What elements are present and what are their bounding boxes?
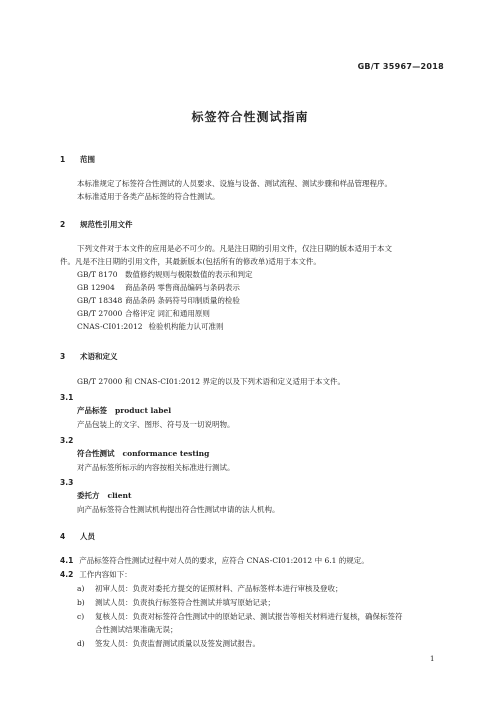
list-text: 初审人员：负责对委托方提交的证照材料、产品标签样本进行审核及登收； [95, 584, 343, 593]
section-number: 1 [60, 155, 66, 164]
clause-text: 工作内容如下： [79, 570, 132, 579]
clause-text: 产品标签符合性测试过程中对人员的要求，应符合 CNAS-CI01:2012 中 6.1 的规定。 [79, 556, 369, 565]
section-title: 范围 [80, 155, 95, 164]
list-marker: c) [77, 612, 85, 621]
term-chinese: 产品标签 [77, 406, 107, 415]
term-number: 3.3 [60, 478, 74, 487]
section-title: 术语和定义 [80, 352, 118, 361]
section-4-heading [60, 531, 95, 542]
paragraph: 件。凡是不注日期的引用文件，其最新版本(包括所有的修改单)适用于本文件。 [60, 257, 321, 266]
term-heading [77, 491, 131, 501]
paragraph: 本标准规定了标签符合性测试的人员要求、设施与设备、测试流程、测试步骤和样品管理程序。 [77, 179, 392, 188]
clause-4-1 [60, 556, 369, 566]
page-number: 1 [430, 655, 435, 663]
reference-code: GB 12904 [77, 283, 115, 292]
section-number: 4 [60, 532, 66, 541]
list-marker: d) [77, 639, 85, 648]
term-definition: 向产品标签符合性测试机构提出符合性测试申请的法人机构。 [77, 505, 280, 514]
list-item-continuation: 合性测试结果准确无误； [95, 625, 178, 634]
reference-item [77, 322, 224, 332]
reference-item [77, 270, 253, 280]
section-2-heading [60, 219, 133, 230]
term-definition: 对产品标签所标示的内容按相关标准进行测试。 [77, 463, 235, 472]
list-text: 签发人员：负责监督测试质量以及签发测试报告。 [95, 639, 260, 648]
reference-title: 商品条码 条码符号印制质量的检验 [125, 296, 240, 305]
document-title: 标签符合性测试指南 [191, 110, 309, 124]
reference-item [77, 283, 240, 293]
list-item [77, 584, 343, 594]
term-heading [77, 406, 171, 416]
list-marker: a) [77, 584, 85, 593]
section-3-heading [60, 351, 118, 362]
term-number: 3.2 [60, 436, 74, 445]
reference-code: GB/T 18348 [77, 296, 123, 305]
clause-number: 4.2 [60, 570, 74, 579]
section-1-heading [60, 154, 95, 165]
term-definition: 产品包装上的文字、图形、符号及一切说明物。 [77, 420, 235, 429]
reference-item [77, 296, 240, 306]
standard-number: GB/T 35967—2018 [357, 62, 444, 71]
list-item [77, 612, 403, 622]
term-heading [77, 449, 209, 459]
paragraph: GB/T 27000 和 CNAS-CI01:2012 界定的以及下列术语和定义适用于本文件。 [77, 377, 345, 386]
list-marker: b) [77, 598, 85, 607]
reference-code: GB/T 8170 [77, 270, 118, 279]
term-number: 3.1 [60, 393, 74, 402]
term-english: client [107, 491, 132, 500]
clause-number: 4.1 [60, 556, 74, 565]
term-chinese: 委托方 [77, 491, 100, 500]
clause-4-2 [60, 570, 132, 580]
paragraph: 本标准适用于各类产品标签的符合性测试。 [77, 192, 220, 201]
reference-title: 检验机构能力认可准则 [148, 322, 224, 331]
section-number: 3 [60, 352, 66, 361]
reference-code: CNAS-CI01:2012 [77, 322, 143, 331]
list-text: 复核人员：负责对标签符合性测试中的原始记录、测试报告等相关材料进行复核，确保标签符 [95, 612, 403, 621]
reference-code: GB/T 27000 [77, 309, 123, 318]
list-item [77, 639, 260, 649]
reference-item [77, 309, 210, 319]
paragraph: 下列文件对于本文件的应用是必不可少的。凡是注日期的引用文件，仅注日期的版本适用于本文 [77, 244, 392, 253]
reference-title: 商品条码 零售商品编码与条码表示 [125, 283, 240, 292]
term-english: conformance testing [122, 449, 210, 458]
section-number: 2 [60, 220, 66, 229]
reference-title: 合格评定 词汇和通用原则 [125, 309, 210, 318]
term-chinese: 符合性测试 [77, 449, 115, 458]
list-text: 测试人员：负责执行标签符合性测试并填写原始记录； [95, 598, 275, 607]
list-item [77, 598, 275, 608]
section-title: 规范性引用文件 [80, 220, 133, 229]
reference-title: 数值修约规则与极限数值的表示和判定 [125, 270, 253, 279]
term-english: product label [115, 406, 172, 415]
section-title: 人员 [80, 532, 95, 541]
